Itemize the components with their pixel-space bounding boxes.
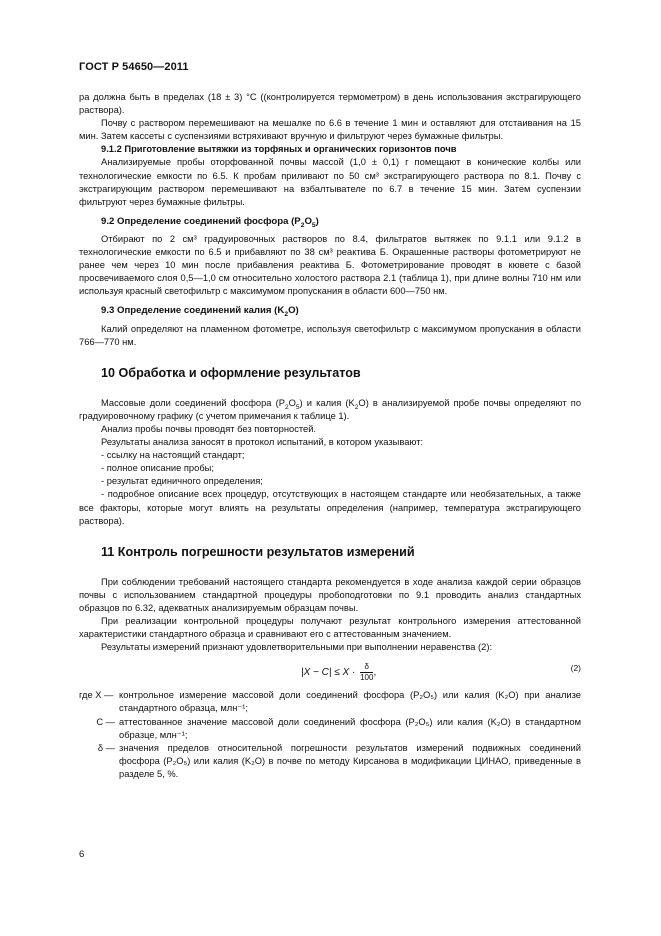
section-title-9-2: 9.2 Определение соединений фосфора $(P_2O_5)$	[101, 215, 319, 229]
paragraph: При реализации контрольной процедуры получают результат контрольного измерения аттестованной характеристики стандартного образца и сравнивают его с аттестованным значением.	[79, 616, 581, 640]
section-title-10: 10 Обработка и оформление результатов	[101, 365, 361, 380]
page-number: 6	[79, 849, 85, 860]
list-item: - результат единичного определения;	[101, 476, 263, 487]
paragraph: Анализ пробы почвы проводят без повторностей.	[101, 423, 317, 434]
paragraph: Анализируемые пробы оторфованной почвы массой (1,0 ± 0,1) г помещают в конические колбы или технологические емкости по 6.5. К пробам приливают по 50 см³ экстрагирующего раствора по 8.1. Почву с экстрагирующим раствором перемешивают на взбалтывателе по 6.7 в течение 15 мин. Затем суспензии фильтруют через бумажные фильтры.	[79, 157, 581, 207]
list-item: - полное описание пробы;	[101, 463, 214, 474]
definition-text: аттестованное значение массовой доли соединений фосфора (P₂O₅) или калия (K₂O) в стандартном образце, млн⁻¹;	[119, 716, 581, 740]
definition-item	[79, 716, 581, 742]
definition-text: значения пределов относительной погрешности результатов измерений подвижных соединений фосфора (P₂O₅) или калия (K₂O) в почве по методу Кирсанова в модификации ЦИНАО, приведенные в разделе 5, %.	[119, 742, 581, 779]
formula-number: (2)	[570, 663, 581, 674]
paragraph: При соблюдении требований настоящего стандарта рекомендуется в ходе анализа каждой серии образцов почвы с использованием стандартной процедуры пробоподготовки по 9.1 проводить анализ стандартных образцов по 6.32, адекватных анализируемым образцам почвы.	[79, 576, 581, 613]
definition-item	[79, 689, 581, 715]
definition-text: контрольное измерение массовой доли соединений фосфора (P₂O₅) или калия (K₂O) при анализе стандартного образца, млн⁻¹;	[119, 690, 581, 714]
paragraph: ра должна быть в пределах (18 ± 3) °С ((контролируется термометром) в день использования экстрагирующего раствора).	[79, 92, 581, 116]
paragraph: Массовые доли соединений фосфора $(P_2O_5)$ и калия $(K_2O)$ в анализируемой пробе почвы определяют по градуировочному графику (с учетом примечания к таблице 1).	[79, 397, 582, 421]
formula-expression: |X − C| ≤ X · $\frac{\delta}{100}$ ,	[301, 662, 377, 683]
definition-symbol: δ —	[97, 742, 115, 753]
formula-2	[79, 656, 581, 686]
definition-symbol: C —	[96, 716, 115, 727]
section-title-11: 11 Контроль погрешности результатов измерений	[101, 544, 415, 559]
definition-symbol: где X —	[79, 690, 114, 701]
paragraph: Отбирают по 2 см³ градуировочных растворов по 8.4, фильтратов вытяжек по 9.1.1 или 9.1.2 в технологические емкости по 6.5 и прибавляют по 38 см³ реактива Б. Окрашенные растворы фотометрируют не ранее чем через 10 мин после прибавления реактива Б. Фотометрирование проводят в кювете с базой просвечиваемого слоя 0,5—1,0 см относительно холостого раствора 2.1 (таблица 1), при длине волны 710 нм или используя красный светофильтр с максимумом пропускания в области 600—750 нм.	[79, 233, 581, 297]
paragraph: Результаты измерений признают удовлетворительными при выполнении неравенства (2):	[101, 642, 493, 653]
definition-item	[79, 742, 581, 781]
paragraph: Калий определяют на пламенном фотометре, используя светофильтр с максимумом пропускания в области 766—770 нм.	[79, 323, 581, 347]
list-item: - ссылку на настоящий стандарт;	[101, 450, 245, 461]
paragraph: Почву с раствором перемешивают на мешалке по 6.6 в течение 1 мин и оставляют для отстаивания на 15 мин. Затем кассеты с суспензиями встряхивают вручную и фильтруют через бумажные фильтры.	[79, 118, 581, 142]
section-title-9-3: 9.3 Определение соединений калия $(K_2O)$	[101, 305, 299, 319]
list-item: - подробное описание всех процедур, отсутствующих в настоящем стандарте или необязательных, а также все факторы, которые могут влиять на результаты определения (например, температура экстрагирующего раствора).	[79, 489, 581, 526]
paragraph: Результаты анализа заносят в протокол испытаний, в котором указывают:	[101, 437, 424, 448]
document-body	[79, 91, 581, 781]
subsection-title-9-1-2: 9.1.2 Приготовление вытяжки из торфяных и органических горизонтов почв	[101, 144, 457, 155]
standard-header: ГОСТ Р 54650—2011	[79, 61, 189, 73]
definitions-list	[79, 689, 581, 781]
formula-fraction: $\frac{\delta}{100}$	[360, 662, 374, 683]
